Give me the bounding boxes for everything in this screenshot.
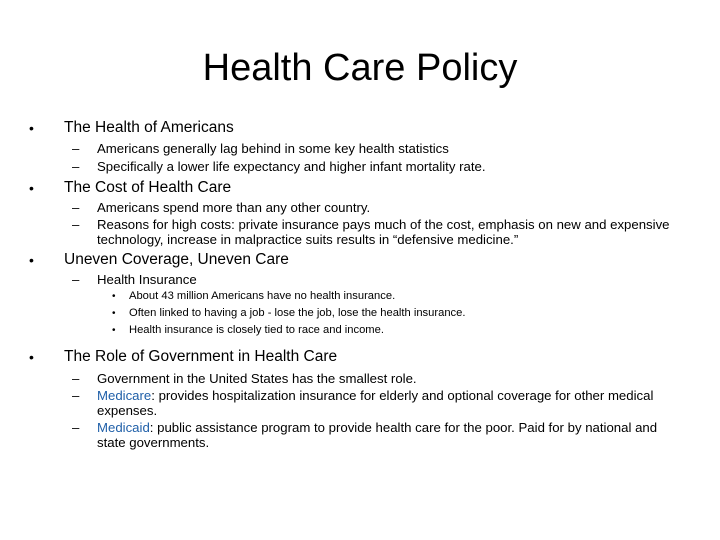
sub-sub-item-text: About 43 million Americans have no health insurance.: [129, 290, 396, 302]
section-heading: The Cost of Health Care: [64, 179, 232, 196]
sub-sub-item: [0, 305, 720, 322]
sub-item: [0, 217, 720, 247]
sub-item-text: Government in the United States has the smallest role.: [97, 371, 417, 386]
bullet-icon: •: [29, 349, 34, 365]
dash-icon: –: [72, 159, 80, 174]
dot-icon: •: [112, 325, 116, 336]
dash-icon: –: [72, 217, 80, 232]
section-heading: The Health of Americans: [64, 119, 234, 136]
sub-item-text: : public assistance program to provide health care for the poor. Paid for by national and state governments.: [97, 420, 658, 450]
sub-item: [0, 159, 720, 174]
sub-item: [0, 388, 720, 418]
sub-item-text: Specifically a lower life expectancy and higher infant mortality rate.: [97, 159, 486, 174]
sub-sub-item-text: Health insurance is closely tied to race and income.: [129, 324, 384, 336]
section-cost-of-health-care: [0, 178, 720, 247]
bullet-icon: •: [29, 252, 34, 268]
slide-title: Health Care Policy: [202, 47, 518, 89]
bullet-icon: •: [29, 120, 34, 136]
section-health-of-americans: [0, 118, 720, 174]
sub-item: [0, 371, 720, 386]
dash-icon: –: [72, 141, 80, 156]
bullet-item: [0, 118, 720, 138]
bullet-icon: •: [29, 180, 34, 196]
dot-icon: •: [112, 308, 116, 319]
sub-item-text: Reasons for high costs: private insurance pays much of the cost, emphasis on new and expensive technology, increase in malpractice suits results in “defensive medicine.”: [97, 217, 670, 247]
dash-icon: –: [72, 388, 80, 403]
medicare-term: Medicare: [97, 388, 152, 403]
bullet-item: [0, 178, 720, 198]
section-heading: Uneven Coverage, Uneven Care: [64, 251, 289, 268]
slide-content: [0, 118, 720, 450]
bullet-item: [0, 347, 720, 367]
medicaid-term: Medicaid: [97, 420, 150, 435]
sub-item: [0, 141, 720, 156]
section-role-of-government: [0, 347, 720, 450]
sub-item: [0, 200, 720, 215]
sub-sub-item: [0, 322, 720, 339]
sub-item-text: Health Insurance: [97, 272, 197, 287]
dash-icon: –: [72, 371, 80, 386]
section-heading: The Role of Government in Health Care: [64, 348, 338, 365]
section-uneven-coverage: [0, 250, 720, 339]
sub-item: [0, 420, 720, 450]
sub-item: [0, 272, 720, 287]
sub-item-text: : provides hospitalization insurance for elderly and optional coverage for other medical expenses.: [97, 388, 654, 418]
sub-sub-item-text: Often linked to having a job - lose the job, lose the health insurance.: [129, 307, 466, 319]
sub-item-text: Americans generally lag behind in some key health statistics: [97, 141, 449, 156]
bullet-item: [0, 250, 720, 270]
dash-icon: –: [72, 272, 80, 287]
sub-item-text: Americans spend more than any other country.: [97, 200, 371, 215]
dash-icon: –: [72, 420, 80, 435]
dash-icon: –: [72, 200, 80, 215]
dot-icon: •: [112, 291, 116, 302]
sub-sub-item: [0, 288, 720, 305]
